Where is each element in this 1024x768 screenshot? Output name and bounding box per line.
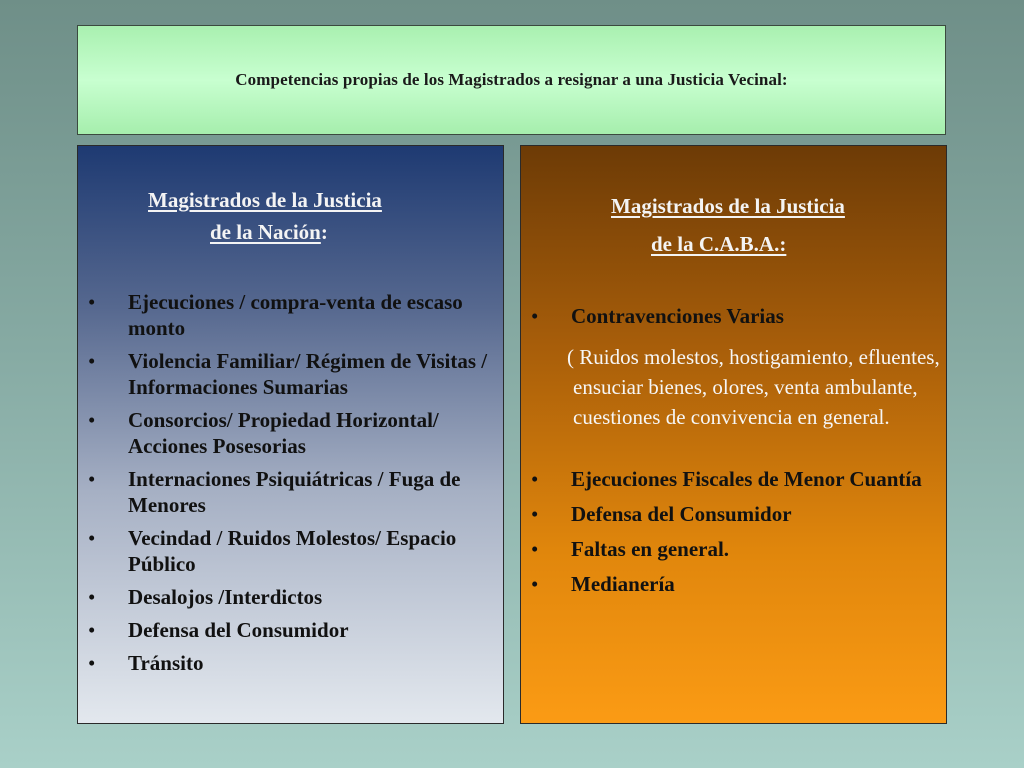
list-nacion	[88, 289, 488, 683]
slide-title: Competencias propias de los Magistrados a resignar a una Justicia Vecinal:	[235, 70, 788, 89]
title-box	[77, 25, 946, 135]
list-item: • Tránsito	[88, 650, 488, 676]
list-item: • Ejecuciones Fiscales de Menor Cuantía	[531, 466, 936, 492]
list-item: • Internaciones Psiquiátricas / Fuga de Menores	[88, 466, 488, 518]
heading-nacion-text: de la Nación	[210, 220, 321, 244]
list-item: • Violencia Familiar/ Régimen de Visitas / Informaciones Sumarias	[88, 348, 488, 400]
heading-nacion-colon: :	[320, 220, 328, 244]
panel-nacion	[77, 145, 504, 724]
list-item: • Consorcios/ Propiedad Horizontal/ Acciones Posesorias	[88, 407, 488, 459]
list-item: • Vecindad / Ruidos Molestos/ Espacio Público	[88, 525, 488, 577]
list-item: • Medianería	[531, 571, 936, 597]
contravenciones-note: ( Ruidos molestos, hostigamiento, efluentes, ensuciar bienes, olores, venta ambulante, cuestiones de convivencia en general.	[567, 345, 940, 429]
list-item: • Faltas en general.	[531, 536, 936, 562]
list-caba-continued	[531, 466, 936, 606]
heading-caba-line2: de la C.A.B.A.:	[651, 232, 787, 256]
list-item: • Defensa del Consumidor	[531, 501, 936, 527]
panel-caba	[520, 145, 947, 724]
list-item: • Ejecuciones / compra-venta de escaso monto	[88, 289, 488, 341]
list-item: • Desalojos /Interdictos	[88, 584, 488, 610]
list-item: • Contravenciones Varias	[531, 303, 936, 329]
heading-caba-line1: Magistrados de la Justicia	[611, 194, 845, 218]
heading-nacion-line1: Magistrados de la Justicia	[148, 188, 382, 212]
list-caba	[531, 303, 936, 338]
heading-nacion-line2	[210, 220, 328, 245]
list-item: • Defensa del Consumidor	[88, 617, 488, 643]
